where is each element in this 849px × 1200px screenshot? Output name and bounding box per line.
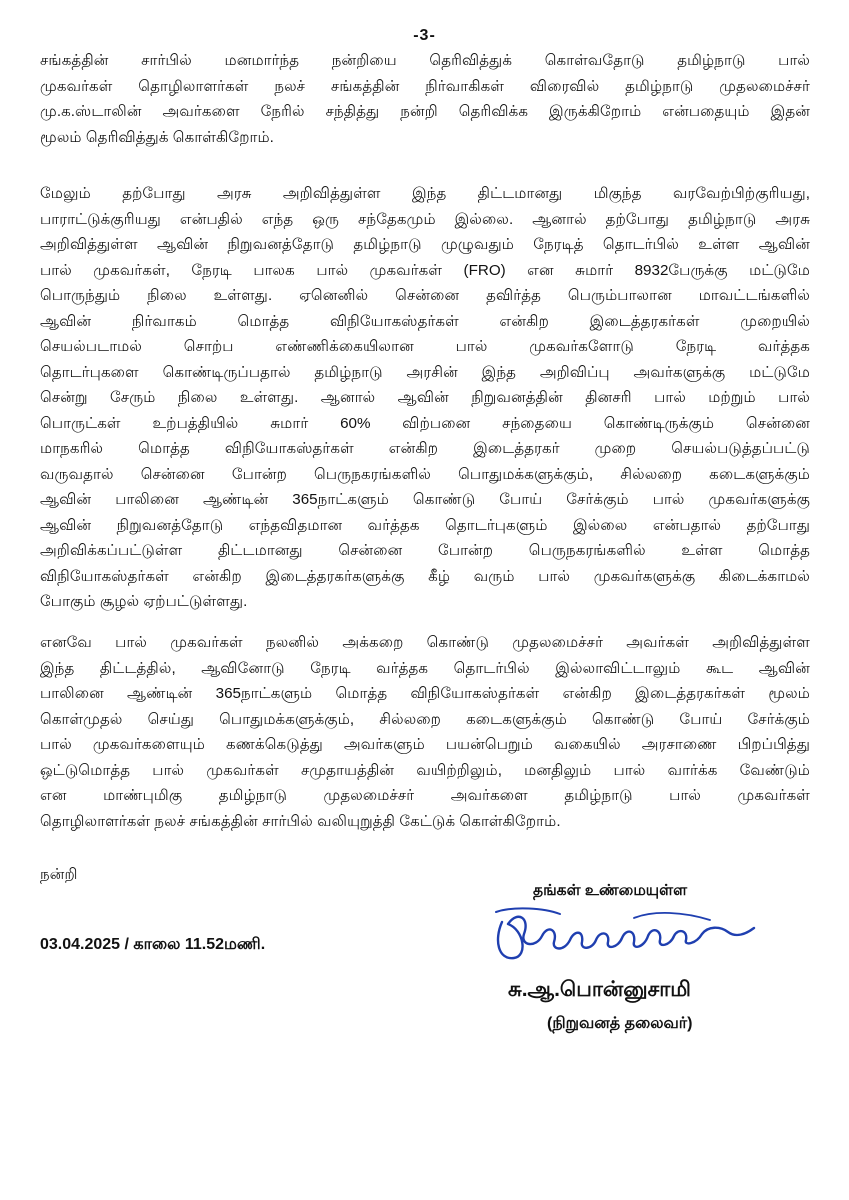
paragraph-line: பொருட்கள் உற்பத்தியில் சுமார் 60% விற்பனை சந்தையை கொண்டிருக்கும் சென்னை: [40, 414, 810, 432]
paragraph-line: பாராட்டுக்குரியது என்பதில் எந்த ஒரு சந்தேகமும் இல்லை. ஆனால் தற்போது தமிழ்நாடு அரசு: [40, 210, 810, 228]
paragraph-line: எனவே பால் முகவர்கள் நலனில் அக்கறை கொண்டு முதலமைச்சர் அவர்கள் அறிவித்துள்ள: [40, 634, 810, 651]
signer-title: (நிறுவனத் தலைவர்): [547, 1015, 693, 1032]
closing-salutation: தங்கள் உண்மையுள்ள: [533, 882, 688, 899]
paragraph-line: ஆவின் பாலினை ஆண்டின் 365நாட்களும் கொண்டு போய் சேர்க்கும் பால் முகவர்களுக்கு: [40, 491, 810, 508]
paragraph-line: பாலினை ஆண்டின் 365நாட்களும் மொத்த விநியோகஸ்தர்கள் என்கிற இடைத்தரகர்கள் மூலம்: [40, 685, 810, 702]
paragraph-line: பால் முகவர்களையும் கணக்கெடுத்து அவர்களும் பயன்பெறும் வகையில் அரசாணை பிறப்பித்து: [40, 736, 810, 753]
paragraph-line: மு.க.ஸ்டாலின் அவர்களை நேரில் சந்தித்து நன்றி தெரிவிக்க இருக்கிறோம் என்பதையும் இதன்: [40, 103, 810, 120]
paragraph-line: வருவதால் சென்னை போன்ற பெருநகரங்களில் பொதுமக்களுக்கும், சில்லறை கடைகளுக்கும்: [40, 465, 810, 483]
thanks-text: நன்றி: [40, 866, 78, 883]
paragraph-line: சென்று சேரும் நிலை உள்ளது. ஆனால் ஆவின் நிறுவனத்தின் தினசரி பால் மற்றும் பால்: [40, 389, 810, 406]
page-number: -3-: [413, 27, 436, 44]
paragraph-2: [40, 181, 810, 615]
paragraph-line: முகவர்கள் தொழிலாளர்கள் நலச் சங்கத்தின் நிர்வாகிகள் விரைவில் தமிழ்நாடு முதலமைச்சர்: [40, 77, 810, 95]
paragraph-line: விநியோகஸ்தர்கள் என்கிற இடைத்தரகர்களுக்கு கீழ் வரும் பால் முகவர்களுக்கு கிடைக்காமல்: [40, 567, 810, 585]
paragraph-line: பால் முகவர்கள், நேரடி பாலக பால் முகவர்கள் (FRO) என சுமார் 8932பேருக்கு மட்டுமே: [40, 261, 810, 279]
paragraph-line: தொடர்புகளை கொண்டிருப்பதால் தமிழ்நாடு அரசின் இந்த அறிவிப்பு அவர்களுக்கு மட்டுமே: [40, 363, 810, 381]
paragraph-line: போகும் சூழல் ஏற்பட்டுள்ளது.: [40, 593, 248, 610]
paragraph-line: தொழிலாளர்கள் நலச் சங்கத்தின் சார்பில் வலியுறுத்தி கேட்டுக் கொள்கிறோம்.: [40, 812, 561, 830]
paragraph-line: மேலும் தற்போது அரசு அறிவித்துள்ள இந்த திட்டமானது மிகுந்த வரவேற்பிற்குரியது,: [40, 185, 810, 202]
paragraph-line: ஒட்டுமொத்த பால் முகவர்கள் சமுதாயத்தின் வயிற்றிலும், மனதிலும் பால் வார்க்க வேண்டும்: [40, 761, 810, 779]
date-time-stamp: 03.04.2025 / காலை 11.52மணி.: [40, 936, 266, 953]
paragraph-3: [40, 630, 810, 834]
paragraph-line: சங்கத்தின் சார்பில் மனமார்ந்த நன்றியை தெரிவித்துக் கொள்வதோடு தமிழ்நாடு பால்: [40, 52, 810, 69]
paragraph-line: ஆவின் நிறுவனத்தோடு எந்தவிதமான வர்த்தக தொடர்புகளும் இல்லை என்பதால் தற்போது: [40, 516, 810, 534]
paragraph-line: மூலம் தெரிவித்துக் கொள்கிறோம்.: [40, 128, 274, 146]
paragraph-line: செயல்படாமல் சொற்ப எண்ணிக்கையிலான பால் முகவர்களோடு நேரடி வர்த்தக: [40, 338, 810, 355]
signer-name: சு.ஆ.பொன்னுசாமி: [508, 978, 691, 1001]
handwritten-signature: [484, 900, 764, 970]
paragraph-line: அறிவிக்கப்பட்டுள்ள திட்டமானது சென்னை போன்ற பெருநகரங்களில் உள்ள மொத்த: [40, 542, 810, 559]
paragraph-line: கொள்முதல் செய்து பொதுமக்களுக்கும், சில்லறை கடைகளுக்கும் கொண்டு போய் சேர்க்கும்: [40, 710, 810, 728]
paragraph-line: ஆவின் நிர்வாகம் மொத்த விநியோகஸ்தர்கள் என்கிற இடைத்தரகர்கள் முறையில்: [40, 312, 810, 330]
paragraph-line: மாநகரில் மொத்த விநியோகஸ்தர்கள் என்கிற இடைத்தரகர் முறை செயல்படுத்தப்பட்டு: [40, 440, 810, 457]
paragraph-line: இந்த திட்டத்தில், ஆவினோடு நேரடி வர்த்தக தொடர்பில் இல்லாவிட்டாலும் கூட ஆவின்: [40, 659, 810, 677]
paragraph-1: [40, 48, 810, 150]
paragraph-line: பொருந்தும் நிலை உள்ளது. ஏனெனில் சென்னை தவிர்த்த பெரும்பாலான மாவட்டங்களில்: [40, 287, 810, 304]
paragraph-line: என மாண்புமிகு தமிழ்நாடு முதலமைச்சர் அவர்களை தமிழ்நாடு பால் முகவர்கள்: [40, 787, 810, 804]
paragraph-line: அறிவித்துள்ள ஆவின் நிறுவனத்தோடு தமிழ்நாடு முழுவதும் நேரடித் தொடர்பில் உள்ள ஆவின்: [40, 236, 810, 253]
